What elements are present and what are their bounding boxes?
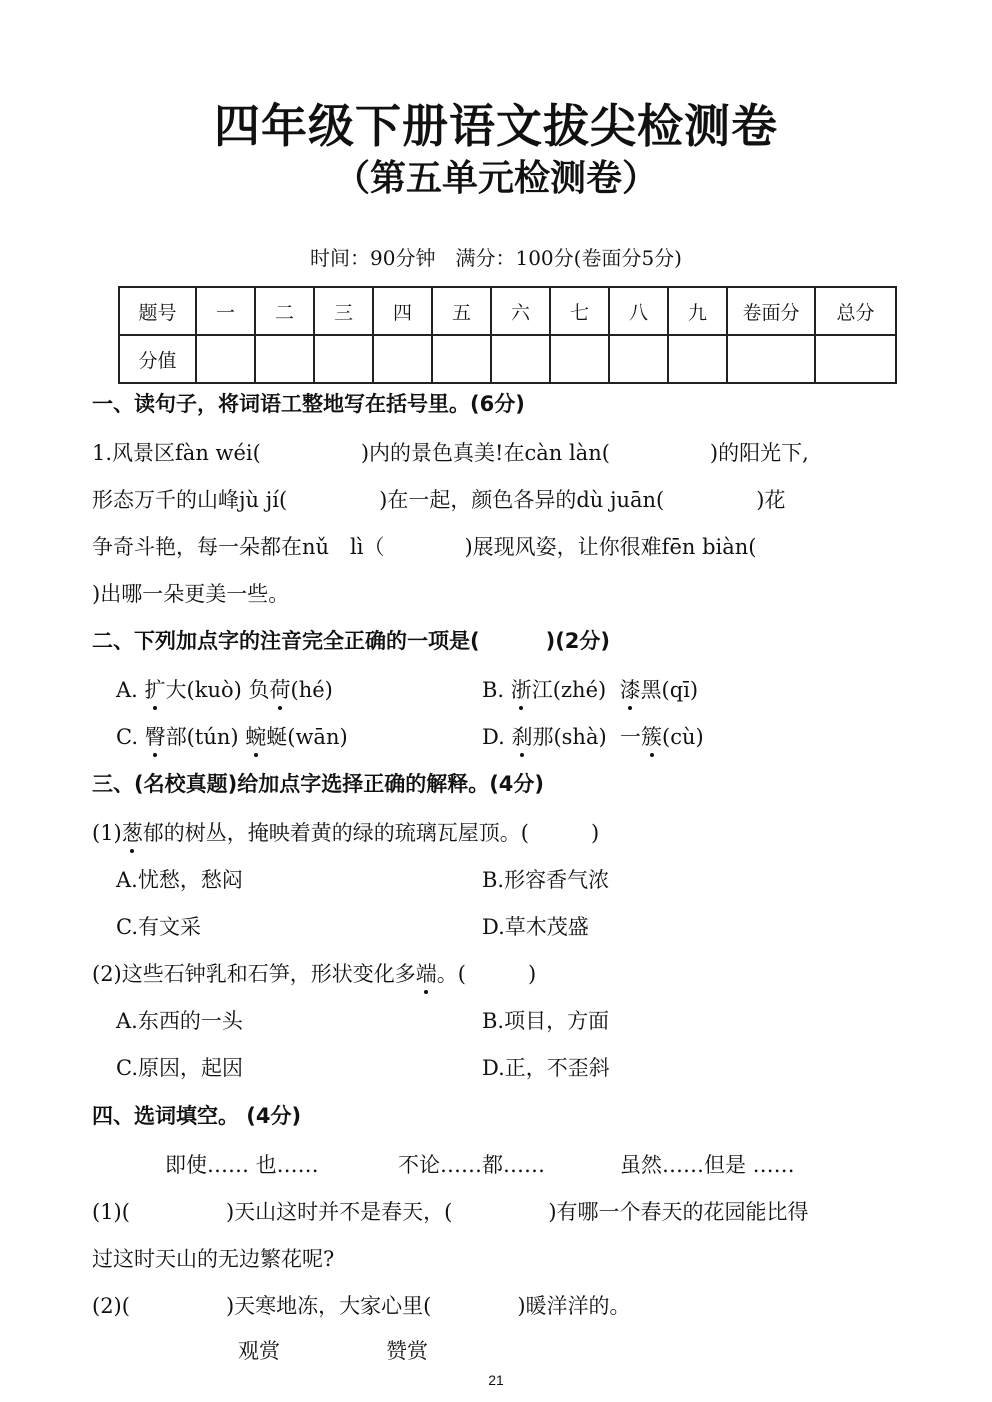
- score-header-cell: 卷面分: [727, 287, 815, 335]
- page-title: 四年级下册语文拔尖检测卷: [214, 99, 778, 153]
- score-header-cell: 四: [373, 287, 432, 335]
- q1-line-2: [92, 484, 785, 514]
- q2-option-c: [116, 721, 348, 751]
- score-header-cell: 五: [432, 287, 491, 335]
- q3-2-option-a: A.东西的一头: [116, 1009, 243, 1033]
- word: 刹那(shà): [511, 725, 606, 749]
- q3-1-option-d: D.草木茂盛: [482, 915, 589, 939]
- word-choice: 即使…… 也……: [165, 1153, 319, 1177]
- score-header-cell: 三: [314, 287, 373, 335]
- score-value-cell[interactable]: [727, 335, 815, 383]
- word-choice: 观赏: [238, 1339, 280, 1363]
- score-table: [118, 286, 897, 384]
- q1-text: 1.风景区fàn wéi(: [92, 441, 261, 465]
- q1-text: )出哪一朵更美一些。: [92, 582, 290, 606]
- word: 浙江(zhé): [511, 678, 606, 702]
- section-4-heading: 四、选词填空。 (4分): [92, 1104, 302, 1128]
- section-3-heading: 三、(名校真题)给加点字选择正确的解释。(4分): [92, 772, 545, 796]
- score-header-cell: 题号: [119, 287, 196, 335]
- word-choice: 赞赏: [386, 1339, 428, 1363]
- q3-2-option-c: C.原因，起因: [116, 1056, 243, 1080]
- q4-question-1: (1)( )天山这时并不是春天，( )有哪一个春天的花园能比得: [92, 1200, 809, 1224]
- q2-option-d: [482, 721, 704, 751]
- page-number: 21: [488, 1372, 504, 1388]
- score-value-cell[interactable]: [815, 335, 896, 383]
- option-label: D.: [482, 725, 505, 749]
- word: 蜿蜒(wān): [245, 725, 347, 749]
- word: 一簇(cù): [620, 725, 704, 749]
- option-label: A.: [116, 678, 138, 702]
- q2-option-a: [116, 674, 333, 704]
- score-value-cell[interactable]: [609, 335, 668, 383]
- score-table-header-row: [119, 287, 896, 335]
- score-value-cell[interactable]: [373, 335, 432, 383]
- q1-text: )的阳光下,: [709, 441, 809, 465]
- q4-question-2: (2)( )天寒地冻，大家心里( )暖洋洋的。: [92, 1294, 631, 1318]
- option-label: C.: [116, 725, 138, 749]
- score-value-cell[interactable]: [196, 335, 255, 383]
- q1-text: 形态万千的山峰jù jí(: [92, 488, 288, 512]
- score-table-value-row: [119, 335, 896, 383]
- q1-text: )在一起，颜色各异的dù juān(: [379, 488, 665, 512]
- q2-heading-text: )(2分): [545, 629, 611, 653]
- q1-line-4: [92, 578, 289, 608]
- score-value-cell[interactable]: [255, 335, 314, 383]
- score-header-cell: 七: [550, 287, 609, 335]
- q3-1-option-c: C.有文采: [116, 915, 201, 939]
- score-value-cell[interactable]: [491, 335, 550, 383]
- q3-2-option-d: D.正，不歪斜: [482, 1056, 610, 1080]
- q1-text: 争奇斗艳，每一朵都在nǔ lì（: [92, 535, 385, 559]
- section-1-heading: 一、读句子，将词语工整地写在括号里。(6分): [92, 392, 525, 416]
- word: 漆黑(qī): [620, 678, 699, 702]
- exam-meta: 时间：90分钟 满分：100分(卷面分5分): [310, 246, 682, 270]
- option-label: B.: [482, 678, 505, 702]
- q2-heading-text: 二、下列加点字的注音完全正确的一项是(: [92, 629, 480, 653]
- q3-1-option-a: A.忧愁，愁闷: [116, 868, 243, 892]
- q4-question-1-cont: 过这时天山的无边繁花呢?: [92, 1247, 335, 1271]
- q3-2-option-b: B.项目，方面: [482, 1009, 610, 1033]
- score-value-cell[interactable]: [550, 335, 609, 383]
- q1-text: )展现风姿，让你很难fēn biàn(: [464, 535, 757, 559]
- word-choice: 虽然……但是 ……: [620, 1153, 795, 1177]
- word: 扩大(kuò): [145, 678, 242, 702]
- score-value-cell[interactable]: [432, 335, 491, 383]
- q1-line-3: [92, 531, 756, 561]
- score-header-cell: 八: [609, 287, 668, 335]
- word: 负荷(hé): [249, 678, 333, 702]
- score-header-cell: 一: [196, 287, 255, 335]
- q1-line-1: [92, 437, 809, 467]
- q3-question-2: (2)这些石钟乳和石笋，形状变化多端。( ): [92, 958, 536, 988]
- word-choice: 不论……都……: [398, 1153, 545, 1177]
- score-header-cell: 九: [668, 287, 727, 335]
- score-value-cell[interactable]: [314, 335, 373, 383]
- q1-text: )花: [756, 488, 786, 512]
- score-header-cell: 六: [491, 287, 550, 335]
- score-value-label: 分值: [119, 335, 196, 383]
- q3-question-1: (1)葱郁的树丛，掩映着黄的绿的琉璃瓦屋顶。( ): [92, 817, 599, 847]
- section-2-heading: [92, 625, 610, 655]
- page-subtitle: （第五单元检测卷）: [333, 158, 658, 199]
- q2-option-b: [482, 674, 698, 704]
- q1-text: )内的景色真美!在càn làn(: [360, 441, 610, 465]
- q3-1-option-b: B.形容香气浓: [482, 868, 610, 892]
- word: 臀部(tún): [145, 725, 239, 749]
- score-header-cell: 总分: [815, 287, 896, 335]
- score-header-cell: 二: [255, 287, 314, 335]
- score-value-cell[interactable]: [668, 335, 727, 383]
